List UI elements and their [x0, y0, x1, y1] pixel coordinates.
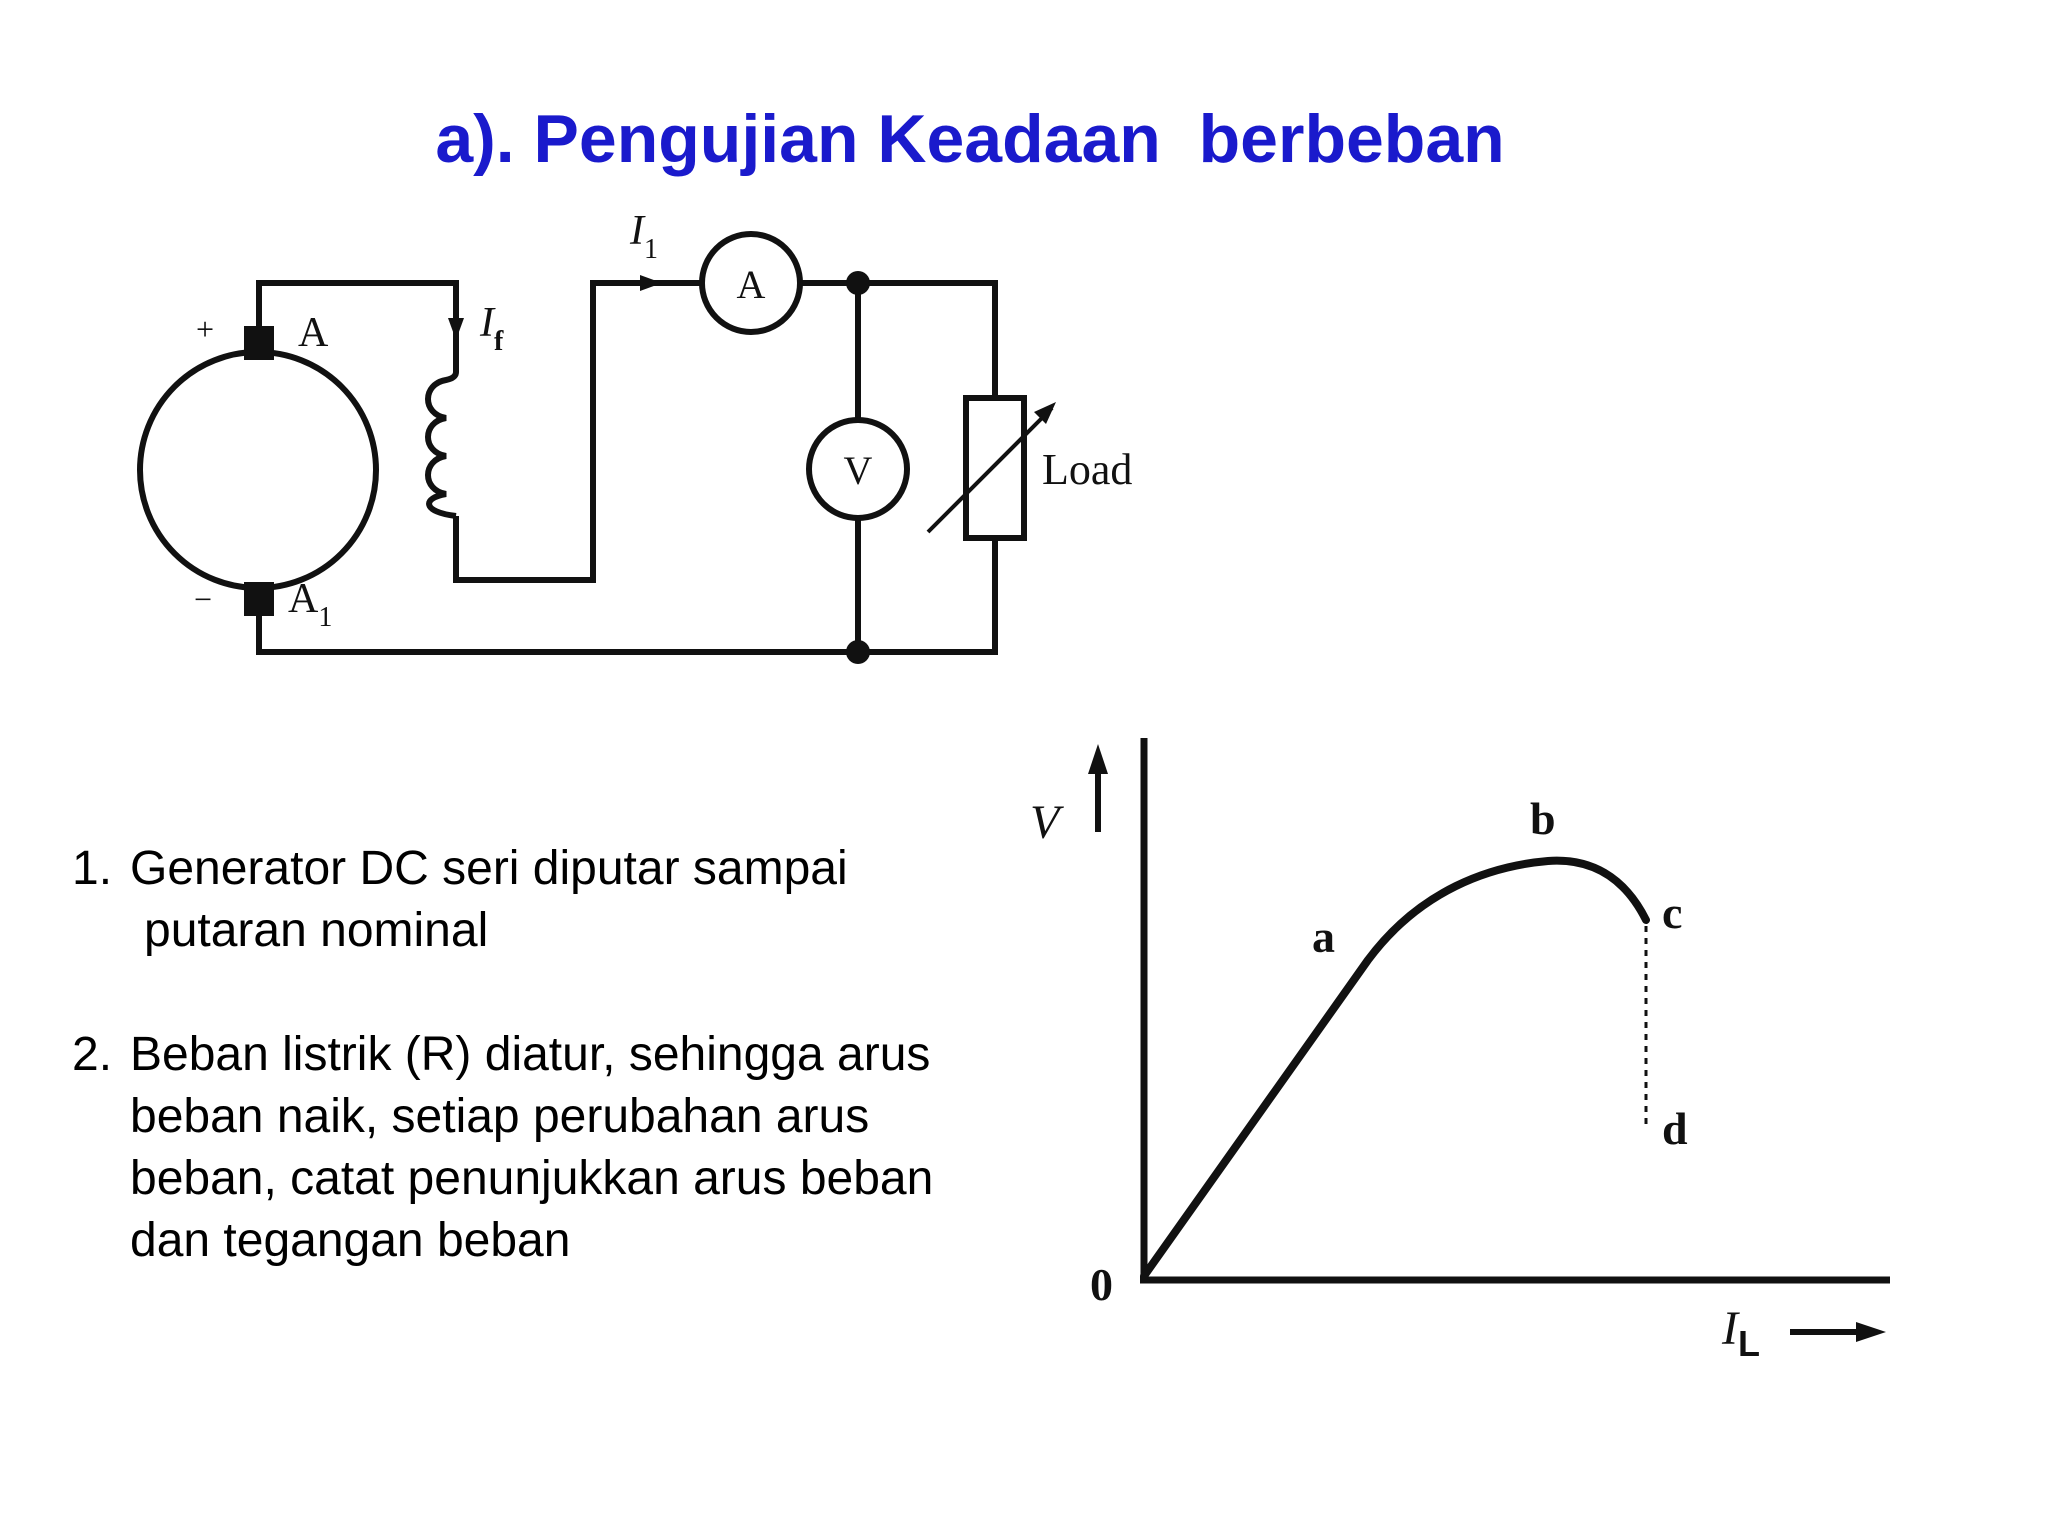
load-resistor — [966, 398, 1024, 538]
load-label: Load — [1042, 445, 1133, 494]
line-current-label — [629, 208, 658, 265]
step-text — [130, 838, 1032, 962]
field-current-label — [479, 300, 504, 357]
step-line: beban, catat penunjukkan arus beban — [130, 1152, 934, 1205]
line-current-base: I — [630, 208, 644, 254]
step-line: putaran nominal — [144, 904, 489, 957]
step-line: Generator DC seri diputar sampai — [130, 842, 848, 895]
point-d-label: d — [1662, 1103, 1688, 1154]
procedure-steps — [72, 838, 1032, 1272]
field-current-arrow — [448, 318, 464, 340]
voltmeter-label: V — [843, 448, 873, 493]
x-axis-label-sub: L — [1737, 1323, 1760, 1364]
load-characteristic-curve — [1144, 861, 1646, 1276]
minus-sign: − — [194, 581, 213, 617]
junction-top — [846, 271, 870, 295]
brush-a — [244, 326, 274, 360]
series-field-winding — [428, 372, 456, 516]
step-line: dan tegangan beban — [130, 1214, 571, 1267]
point-a-label: a — [1312, 911, 1335, 962]
step-item — [72, 838, 1032, 962]
step-line: Beban listrik (R) diatur, sehingga arus — [130, 1028, 931, 1081]
step-number: 1. — [72, 842, 113, 895]
generator-armature — [140, 352, 376, 588]
y-axis-label: V — [1030, 796, 1060, 849]
il-axis-arrow-head — [1856, 1322, 1886, 1342]
field-current-base: I — [480, 300, 494, 346]
terminal-a1-sub: 1 — [318, 602, 333, 633]
x-axis-label — [1721, 1302, 1760, 1364]
terminal-a1-base: A — [288, 576, 319, 622]
step-line: beban naik, setiap perubahan arus — [130, 1090, 870, 1143]
v-axis-arrow-head — [1088, 744, 1108, 774]
line-current-arrow — [640, 275, 662, 291]
terminal-a1-label — [288, 576, 332, 633]
step-text — [130, 1024, 1032, 1272]
wire-load-to-bottom — [259, 538, 995, 652]
slide-title: a). Pengujian Keadaan berbeban — [435, 101, 1505, 177]
wire-ammeter-to-load — [802, 283, 995, 398]
circuit-diagram — [140, 234, 1056, 664]
ammeter-label: A — [736, 262, 766, 307]
x-axis-label-base: I — [1722, 1302, 1738, 1355]
origin-label: 0 — [1090, 1259, 1113, 1310]
field-current-sub: f — [494, 326, 504, 357]
brush-a1 — [244, 582, 274, 616]
point-b-label: b — [1530, 793, 1556, 844]
step-number: 2. — [72, 1028, 113, 1081]
step-item — [72, 1024, 1032, 1272]
point-c-label: c — [1662, 887, 1683, 938]
plus-sign: + — [196, 311, 215, 347]
terminal-a-label: A — [298, 310, 329, 356]
line-current-sub: 1 — [644, 234, 658, 265]
junction-bottom — [846, 640, 870, 664]
characteristic-graph — [1088, 738, 1890, 1342]
